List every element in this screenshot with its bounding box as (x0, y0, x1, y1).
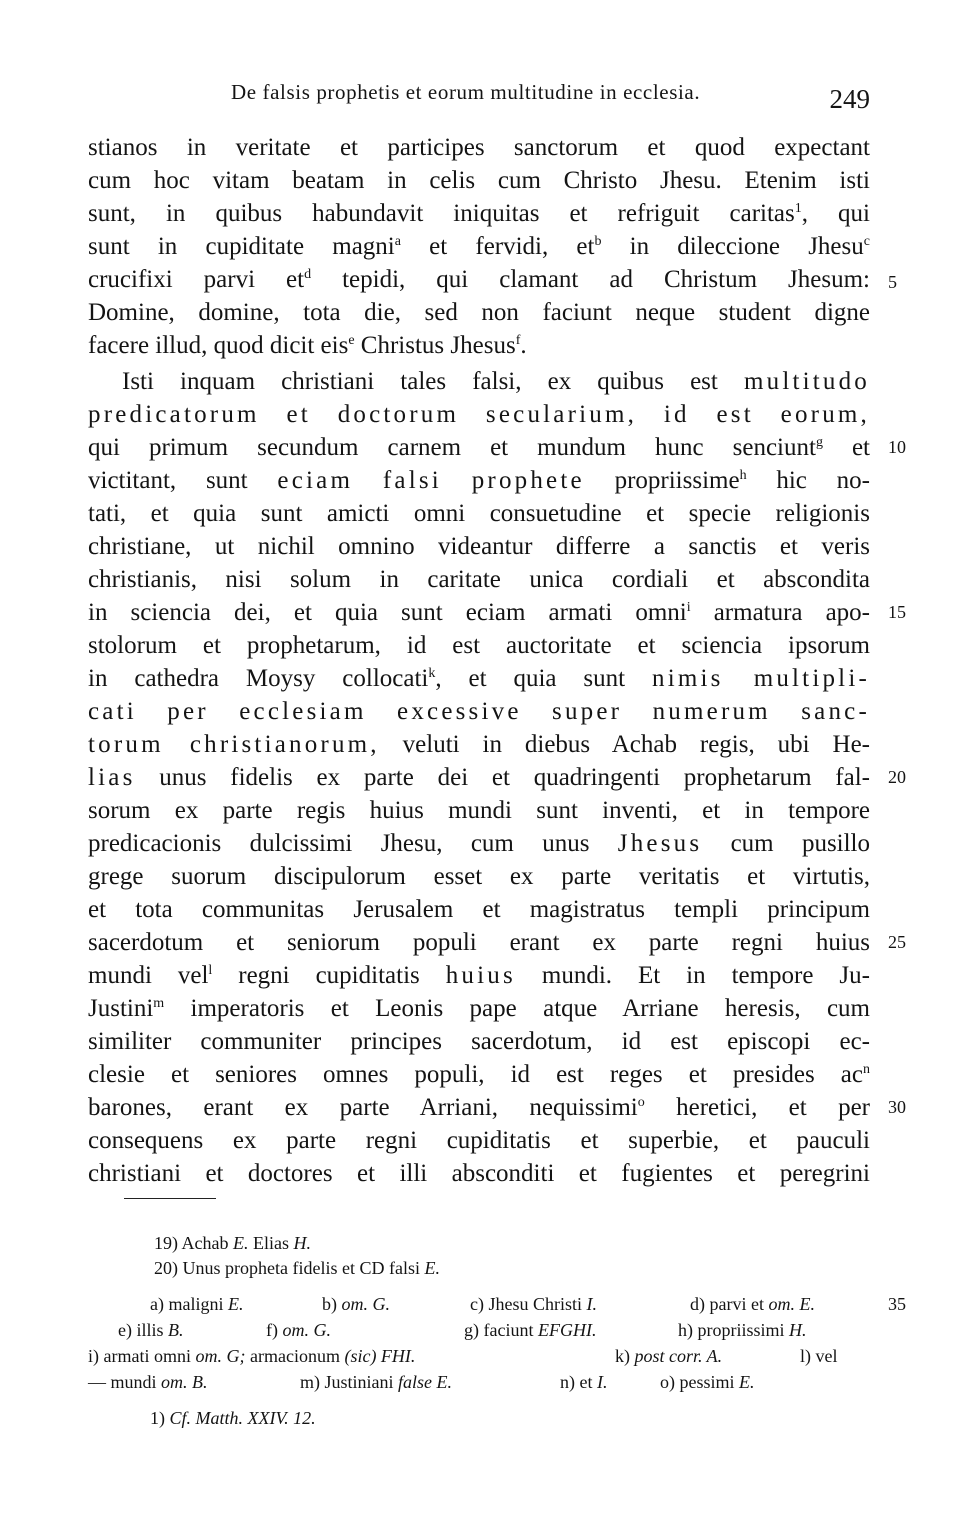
text-line: sacerdotum et seniorum populi erant ex parte regni huius (88, 929, 870, 956)
text-line: cati per ecclesiam excessive super numerum sanc- (88, 698, 870, 725)
page-header (88, 80, 878, 120)
line-number: 25 (888, 932, 906, 952)
footnote-1: 1) Cf. Matth. XXIV. 12. (150, 1408, 316, 1428)
footnote-m: m) Justiniani false E. (300, 1372, 452, 1392)
text-line: torum christianorum, veluti in diebus Achab regis, ubi He- (88, 731, 870, 758)
text-line: barones, erant ex parte Arriani, nequissimi$^o$ heretici, et per (88, 1094, 871, 1121)
footnote-d: d) parvi et om. E. (690, 1294, 815, 1314)
text-line: sunt, in quibus habundavit iniquitas et refriguit caritas$^1$, qui (88, 200, 870, 227)
footnote-h: h) propriissimi H. (678, 1320, 807, 1340)
footnote-c: c) Jhesu Christi I. (470, 1294, 597, 1314)
footnote-f: f) om. G. (266, 1320, 331, 1340)
footnote-k: k) post corr. A. (615, 1346, 723, 1366)
text-line: in sciencia dei, et quia sunt eciam armati omni$^i$ armatura apo- (88, 599, 870, 626)
text-line: victitant, sunt eciam falsi prophete propriissime$^h$ hic no- (88, 467, 871, 494)
text-line: similiter communiter principes sacerdotum, id est episcopi ec- (88, 1028, 870, 1055)
text-line: grege suorum discipulorum esset ex parte veritatis et virtutis, (88, 863, 870, 890)
text-line: lias unus fidelis ex parte dei et quadringenti prophetarum fal- (88, 764, 870, 791)
line-number: 10 (888, 437, 906, 457)
text-line: sunt in cupiditate magni$^a$ et fervidi, $et^b$ in dileccione Jhesu$^c$ (88, 233, 870, 260)
text-line: stianos in veritate et participes sanctorum et quod expectant (88, 134, 870, 161)
footnote-20: 20) Unus propheta fidelis et CD falsi E. (154, 1258, 440, 1278)
footnote-a: a) maligni E. (150, 1294, 244, 1314)
text-line: tati, et quia sunt amicti omni consuetudine et specie religionis (88, 500, 870, 527)
line-number: 5 (888, 272, 897, 292)
text-line: christiane, ut nichil omnino videantur differre a sanctis et veris (88, 533, 870, 560)
line-number: 15 (888, 602, 906, 622)
page-number: 249 (829, 84, 870, 114)
text-line: Isti inquam christiani tales falsi, ex quibus est multitudo (122, 368, 870, 395)
line-number: 30 (888, 1097, 906, 1117)
text-line: qui primum secundum carnem et mundum hunc senciunt$^g$ et (88, 434, 870, 461)
text-line: facere illud, quod dicit eis$^e$ Christus Jhesus$^f$. (88, 332, 527, 359)
running-title: De falsis prophetis et eorum multitudine in ecclesia. (231, 80, 701, 104)
text-line: predicatorum et doctorum secularium, id est eorum, (88, 401, 870, 428)
text-line: et tota communitas Jerusalem et magistratus templi principum (88, 896, 870, 923)
text-line: mundi vel$^l$ regni cupiditatis huius mundi. Et in tempore Ju- (88, 962, 870, 989)
text-line: Domine, domine, tota die, sed non faciunt neque student digne (88, 299, 870, 326)
text-line: christianis, nisi solum in caritate unica cordiali et abscondita (88, 566, 870, 593)
footnote-rule (124, 1198, 216, 1199)
footnote-i: i) armati omni om. G; armacionum (sic) FHI. (88, 1346, 416, 1366)
text-line: stolorum et prophetarum, id est auctoritate et sciencia ipsorum (88, 632, 870, 659)
line-number: 35 (888, 1294, 906, 1314)
text-line: sorum ex parte regis huius mundi sunt inventi, et in tempore (88, 797, 870, 824)
footnote-19: 19) Achab E. Elias H. (154, 1233, 311, 1253)
text-line: Justini$^m$ imperatoris et Leonis pape atque Arriane heresis, cum (88, 995, 870, 1022)
text-line: cum hoc vitam beatam in celis cum Christo Jhesu. Etenim isti (88, 167, 870, 194)
footnote-n: n) et I. (560, 1372, 608, 1392)
text-line: crucifixi parvi $et^d$ tepidi, qui clamant ad Christum Jhesum: (88, 266, 870, 293)
text-line: clesie et seniores omnes populi, id est reges et presides $ac^n$ (88, 1061, 870, 1088)
line-number: 20 (888, 767, 906, 787)
footnote-b: b) om. G. (322, 1294, 390, 1314)
text-line: in cathedra Moysy collocati$^k$, et quia sunt nimis multipli- (88, 665, 870, 692)
footnote-l-continued: — mundi om. B. (88, 1372, 208, 1392)
footnote-g: g) faciunt EFGHI. (464, 1320, 597, 1340)
footnote-l: l) vel (800, 1346, 838, 1366)
footnote-o: o) pessimi E. (660, 1372, 755, 1392)
text-line: consequens ex parte regni cupiditatis et superbie, et pauculi (88, 1127, 870, 1154)
text-line: predicacionis dulcissimi Jhesu, cum unus Jhesus cum pusillo (88, 830, 871, 857)
text-line: christiani et doctores et illi absconditi et fugientes et peregrini (88, 1160, 870, 1187)
footnote-e: e) illis B. (118, 1320, 184, 1340)
